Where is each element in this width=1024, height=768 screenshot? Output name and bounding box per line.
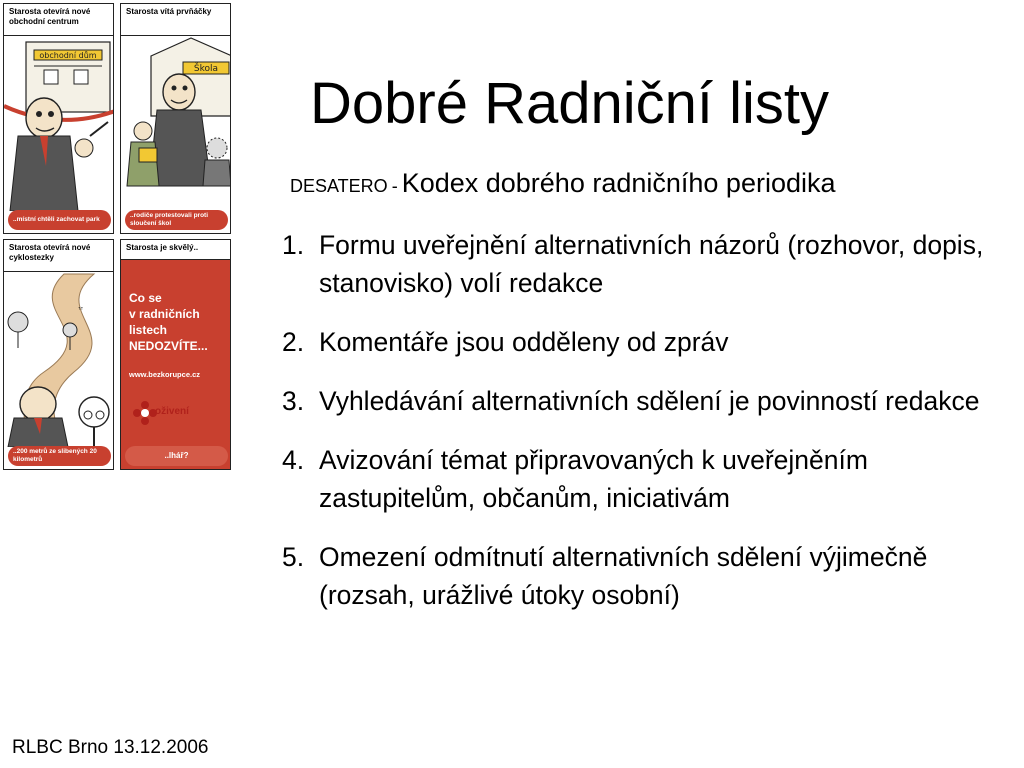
logo-text: oživení xyxy=(155,406,189,417)
list-item xyxy=(282,441,1012,517)
panel-title: Starosta otevírá nové obchodní centrum xyxy=(4,4,113,36)
mayor-cycle-path-illustration xyxy=(4,272,114,447)
comic-panel-shopping-center xyxy=(3,3,114,234)
subtitle-label: DESATERO xyxy=(290,176,388,196)
slogan-line: Co se xyxy=(129,291,162,305)
list-item-text: Komentáře jsou odděleny od zpráv xyxy=(319,327,729,357)
panel-caption: ..lhář? xyxy=(125,446,228,466)
ozivení-logo xyxy=(133,398,193,428)
list-item xyxy=(282,323,1012,361)
list-item-number: 1. xyxy=(282,230,305,260)
code-list xyxy=(282,226,1012,635)
list-item xyxy=(282,226,1012,302)
comic-panel-school xyxy=(120,3,231,234)
comic-panel-campaign xyxy=(120,239,231,470)
list-item-text: Avizování témat připravovaných k uveřejněním zastupitelům, občanům, iniciativám xyxy=(319,445,868,513)
list-item-number: 5. xyxy=(282,542,305,572)
list-item-number: 2. xyxy=(282,327,305,357)
logo-flower-icon xyxy=(133,398,157,428)
school-sign: Škola xyxy=(193,64,219,74)
comic-panel-cycle-path xyxy=(3,239,114,470)
slogan-line: listech xyxy=(129,323,168,337)
list-item-number: 3. xyxy=(282,386,305,416)
slide-title: Dobré Radniční listy xyxy=(310,71,829,136)
subtitle-dash: - xyxy=(391,176,398,196)
list-item-text: Omezení odmítnutí alternativních sdělení výjimečně (rozsah, urážlivé útoky osobní) xyxy=(319,542,928,610)
shop-sign: obchodní dům xyxy=(39,51,97,60)
panel-title: Starosta je skvělý.. xyxy=(121,240,230,260)
mayor-ribbon-cutting-illustration xyxy=(4,36,114,211)
slide-footer: RLBC Brno 13.12.2006 xyxy=(12,737,209,758)
list-item xyxy=(282,382,1012,420)
list-item-text: Vyhledávání alternativních sdělení je povinností redakce xyxy=(319,386,980,416)
list-item-number: 4. xyxy=(282,445,305,475)
mayor-welcoming-pupils-illustration xyxy=(121,36,231,211)
panel-caption: ..rodiče protestovali proti sloučení škol xyxy=(125,210,228,230)
panel-caption: ..200 metrů ze slibených 20 kilometrů xyxy=(8,446,111,466)
slide-subtitle xyxy=(290,168,836,199)
list-item-text: Formu uveřejnění alternativních názorů (rozhovor, dopis, stanovisko) volí redakce xyxy=(319,230,984,298)
list-item xyxy=(282,538,1012,614)
campaign-slogan xyxy=(129,290,229,354)
slogan-line: NEDOZVÍTE... xyxy=(129,339,208,353)
svg-text:ꜛꜛ: ꜛꜛ xyxy=(78,306,84,314)
subtitle-text: Kodex dobrého radničního periodika xyxy=(401,168,836,198)
slogan-line: v radničních xyxy=(129,307,200,321)
panel-title: Starosta otevírá nové cyklostezky xyxy=(4,240,113,272)
panel-title: Starosta vítá prvňáčky xyxy=(121,4,230,36)
campaign-url: www.bezkorupce.cz xyxy=(129,370,200,379)
comic-strip xyxy=(3,3,233,475)
panel-caption: ..místní chtěli zachovat park xyxy=(8,210,111,230)
